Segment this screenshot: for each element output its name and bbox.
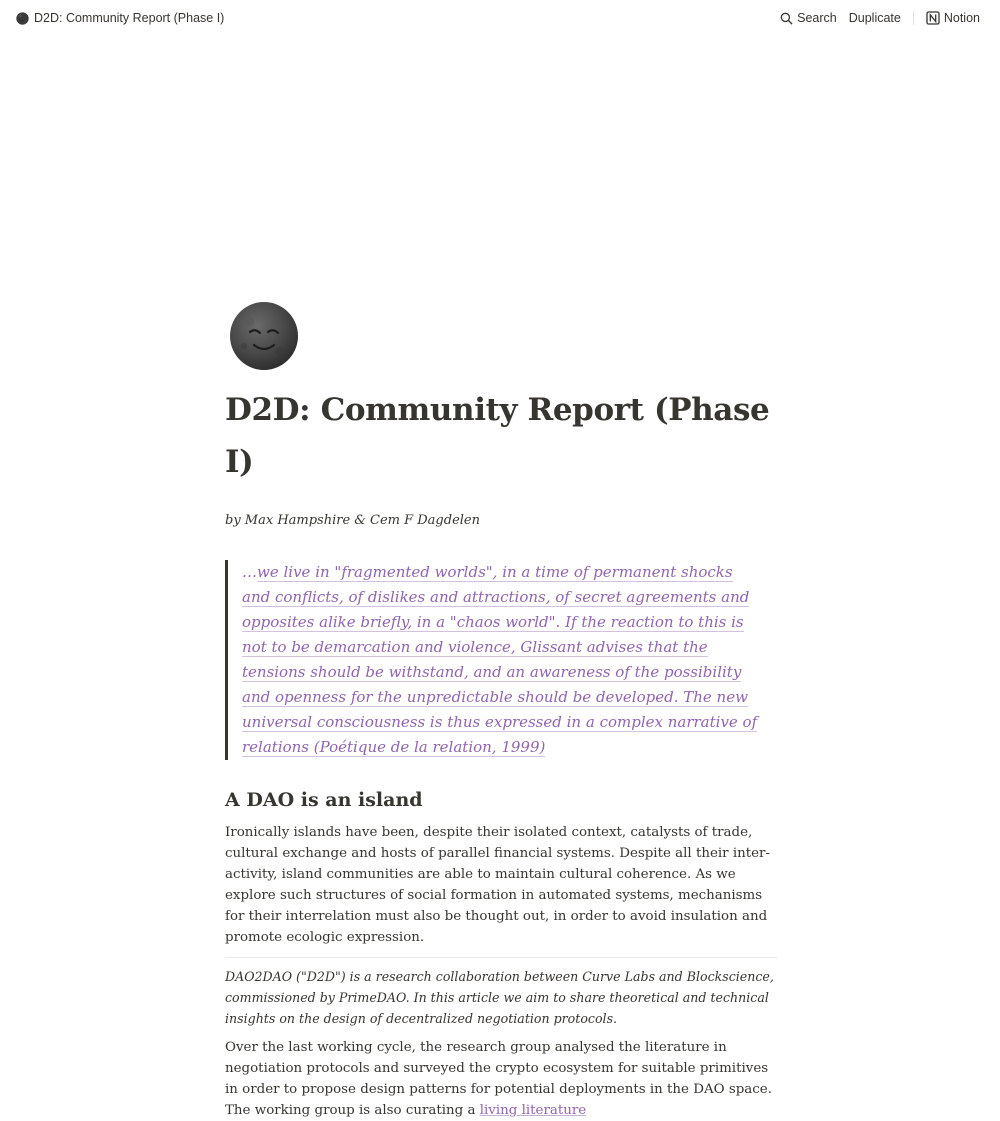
body-paragraph-text: Over the last working cycle, the research group analysed the literature in negotiation protocols and surveyed the crypto ecosystem for suitable primitives in order to propose design patterns for potential deployments in the DAO space. The working group is also curating a — [225, 1040, 772, 1118]
new-moon-face-icon — [16, 12, 29, 25]
body-paragraph — [225, 1037, 777, 1121]
breadcrumb-title: D2D: Community Report (Phase I) — [34, 11, 225, 25]
search-label: Search — [797, 11, 837, 25]
search-icon — [780, 12, 793, 25]
quote-link[interactable]: we live in "fragmented worlds", in a time of permanent shocks and conflicts, of dislikes and attractions, of secret agreements and opposites alike briefly, in a "chaos world". If the reaction to this is not to be demarcation and violence, Glissant advises that the tensions should be withstand, and an awareness of the possibility and openness for the unpredictable should be developed. The new universal consciousness is thus expressed in a complex narrative of relations (Poétique de la relation, 1999) — [242, 563, 758, 756]
notion-label: Notion — [943, 11, 980, 25]
notion-button[interactable] — [920, 11, 986, 25]
duplicate-label: Duplicate — [848, 11, 901, 25]
new-moon-face-icon — [229, 301, 299, 371]
section-heading: A DAO is an island — [225, 789, 423, 811]
quote-ellipsis: … — [242, 563, 257, 581]
top-bar — [0, 0, 1000, 36]
breadcrumb[interactable] — [16, 9, 224, 27]
section-paragraph: Ironically islands have been, despite their isolated context, catalysts of trade, cultural exchange and hosts of parallel financial systems. Despite all their inter-activity, island communities are able to maintain cultural coherence. As we explore such structures of social formation in automated systems, mechanisms for their interrelation must also be thought out, in order to avoid insulation and promote ecologic expression. — [225, 825, 770, 945]
divider — [225, 957, 777, 958]
byline: by Max Hampshire & Cem F Dagdelen — [225, 513, 480, 528]
quote-block — [225, 560, 762, 760]
living-literature-link[interactable]: living literature — [479, 1103, 587, 1118]
top-actions — [774, 9, 986, 27]
notion-logo-icon — [926, 11, 940, 25]
page-content — [225, 384, 777, 1121]
page-title: D2D: Community Report (Phase I) — [225, 392, 770, 480]
divider — [913, 11, 914, 25]
duplicate-button[interactable] — [843, 11, 907, 25]
intro-note: DAO2DAO ("D2D") is a research collaboration between Curve Labs and Blockscience, commissioned by PrimeDAO. In this article we aim to share theoretical and technical insights on the design of decentralized negotiation protocols. — [225, 969, 774, 1026]
search-button[interactable] — [774, 11, 843, 25]
